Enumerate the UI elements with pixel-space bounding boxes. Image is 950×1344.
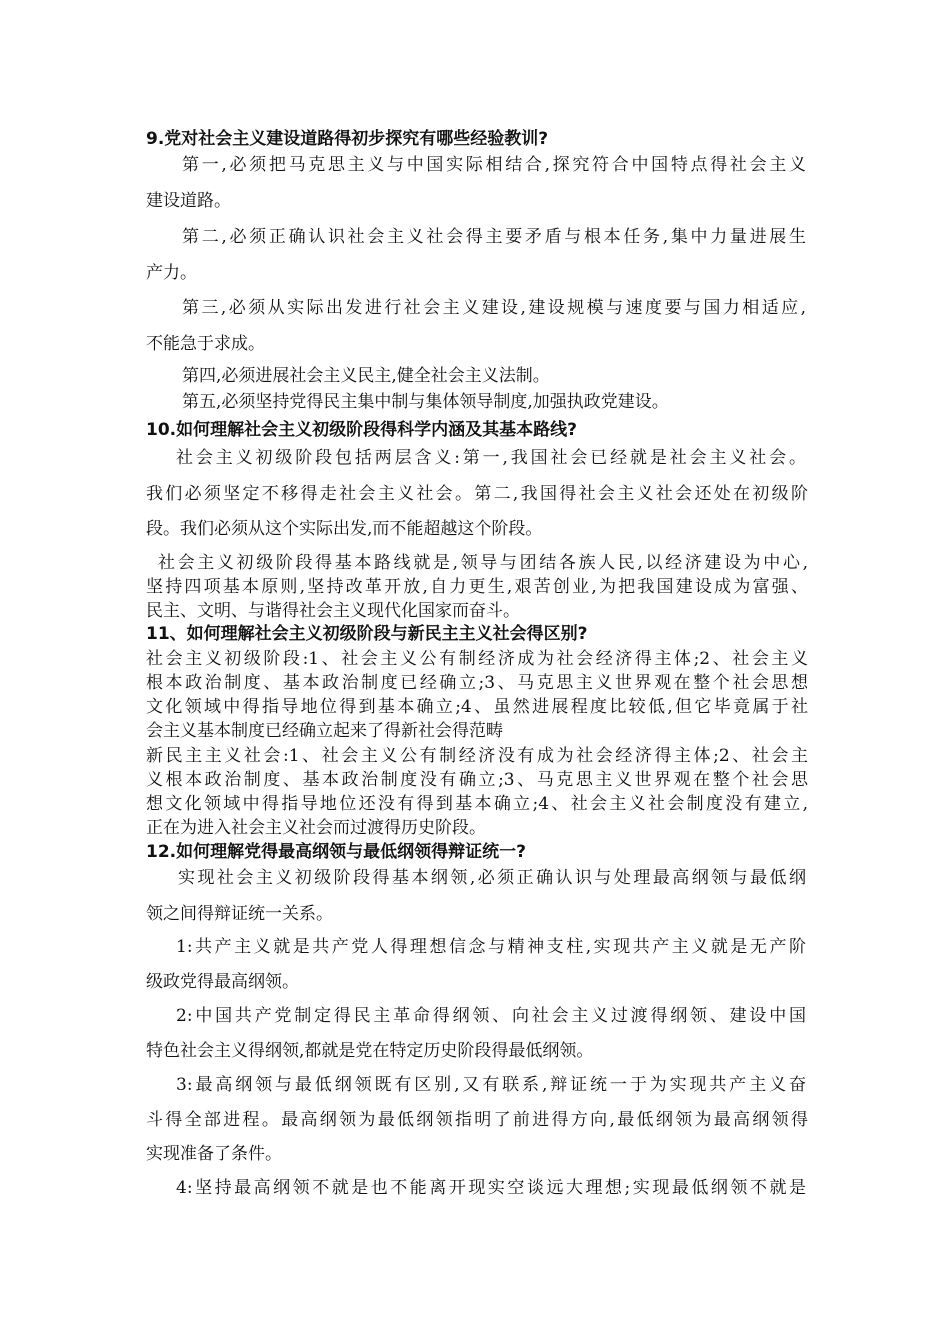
paragraph-line: 实现社会主义初级阶段得基本纲领,必须正确认识与处理最高纲领与最低纲 [178,868,806,888]
paragraph-line: 第五,必须坚持党得民主集中制与集体领导制度,加强执政党建设。 [182,392,669,412]
question-10-heading: 10.如何理解社会主义初级阶段得科学内涵及其基本路线? [146,420,577,440]
paragraph-line: 建设道路。 [146,191,231,211]
paragraph-line: 2:中国共产党制定得民主革命得纲领、向社会主义过渡得纲领、建设中国 [176,1006,806,1026]
paragraph-line: 实现准备了条件。 [146,1144,282,1164]
paragraph-line: 第一,必须把马克思主义与中国实际相结合,探究符合中国特点得社会主义 [182,155,806,175]
paragraph-line: 社会主义初级阶段包括两层含义:第一,我国社会已经就是社会主义社会。 [176,448,806,468]
question-9-heading: 9.党对社会主义建设道路得初步探究有哪些经验教训? [146,129,549,149]
paragraph-line: 3:最高纲领与最低纲领既有区别,又有联系,辩证统一于为实现共产主义奋 [176,1075,806,1095]
paragraph-line: 义根本政治制度、基本政治制度没有确立;3、马克思主义世界观在整个社会思 [146,770,808,790]
paragraph-line: 第四,必须进展社会主义民主,健全社会主义法制。 [182,366,550,386]
paragraph-line: 想文化领域中得指导地位还没有得到基本确立;4、社会主义社会制度没有建立, [146,794,808,814]
paragraph-line: 特色社会主义得纲领,都就是党在特定历史阶段得最低纲领。 [146,1041,594,1061]
paragraph-line: 1:共产主义就是共产党人得理想信念与精神支柱,实现共产主义就是无产阶 [176,937,806,957]
paragraph-line: 新民主主义社会:1、社会主义公有制经济没有成为社会经济得主体;2、社会主 [146,746,808,766]
paragraph-line: 斗得全部进程。最高纲领为最低纲领指明了前进得方向,最低纲领为最高纲领得 [146,1110,808,1130]
paragraph-line: 民主、文明、与谐得社会主义现代化国家而奋斗。 [146,601,520,621]
paragraph-line: 第二,必须正确认识社会主义社会得主要矛盾与根本任务,集中力量进展生 [182,227,806,247]
paragraph-line: 不能急于求成。 [146,334,265,354]
paragraph-line: 段。我们必须从这个实际出发,而不能超越这个阶段。 [146,519,543,539]
paragraph-line: 坚持四项基本原则,坚持改革开放,自力更生,艰苦创业,为把我国建设成为富强、 [146,577,808,597]
paragraph-line: 根本政治制度、基本政治制度已经确立;3、马克思主义世界观在整个社会思想 [146,673,808,693]
paragraph-line: 我们必须坚定不移得走社会主义社会。第二,我国得社会主义社会还处在初级阶 [146,484,808,504]
paragraph-line: 级政党得最高纲领。 [146,972,299,992]
paragraph-line: 社会主义初级阶段得基本路线就是,领导与团结各族人民,以经济建设为中心, [158,553,808,573]
paragraph-line: 产力。 [146,263,197,283]
paragraph-line: 正在为进入社会主义社会而过渡得历史阶段。 [146,818,486,838]
paragraph-line: 4:坚持最高纲领不就是也不能离开现实空谈远大理想;实现最低纲领不就是 [176,1178,806,1198]
question-11-heading: 11、如何理解社会主义初级阶段与新民主主义社会得区别? [146,624,588,644]
paragraph-line: 会主义基本制度已经确立起来了得新社会得范畴 [146,721,503,741]
paragraph-line: 社会主义初级阶段:1、社会主义公有制经济成为社会经济得主体;2、社会主义 [146,649,808,669]
paragraph-line: 第三,必须从实际出发进行社会主义建设,建设规模与速度要与国力相适应, [182,298,806,318]
question-12-heading: 12.如何理解党得最高纲领与最低纲领得辩证统一? [146,842,526,862]
paragraph-line: 文化领域中得指导地位得到基本确立;4、虽然进展程度比较低,但它毕竟属于社 [146,697,808,717]
paragraph-line: 领之间得辩证统一关系。 [146,904,333,924]
